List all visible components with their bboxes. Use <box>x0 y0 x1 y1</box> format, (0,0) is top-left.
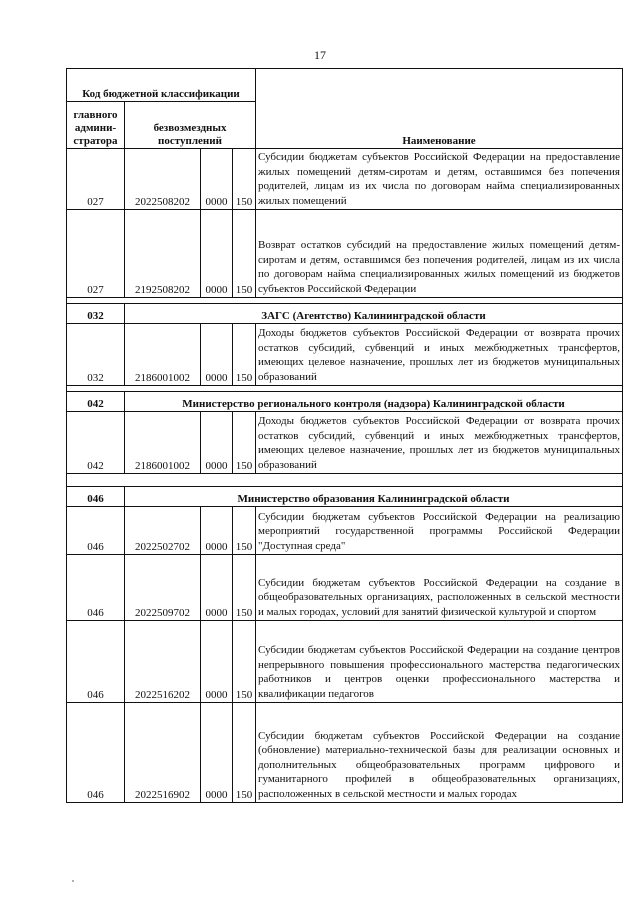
kosgu-code-cell: 150 <box>233 149 256 210</box>
admin-code-cell: 032 <box>67 324 125 386</box>
income-code-cell: 2022509702 <box>125 555 201 621</box>
header-admin-column: главного админи-стратора <box>67 102 125 149</box>
page-number: 17 <box>314 48 326 62</box>
admin-code-cell: 027 <box>67 210 125 298</box>
income-code-cell: 2186001002 <box>125 412 201 474</box>
income-code-cell: 2022502702 <box>125 507 201 555</box>
org-header-row <box>67 304 623 324</box>
income-name-cell: Субсидии бюджетам субъектов Российской Федерации на создание (обновление) материально-технической базы для реализации основных и дополнительных общеобразовательных программ цифрового и гуманитарного профилей в общеобразовательных организациях, расположенных в сельской местности и малых городах <box>256 703 623 803</box>
income-name-cell: Субсидии бюджетам субъектов Российской Федерации на создание в общеобразовательных организациях, расположенных в сельской местности и малых городах, условий для занятий физической культурой и спортом <box>256 555 623 621</box>
kosgu-code-cell: 150 <box>233 555 256 621</box>
table-row <box>67 703 623 803</box>
org-code-cell: 042 <box>67 392 125 412</box>
income-name-cell: Доходы бюджетов субъектов Российской Федерации от возврата прочих остатков субсидий, субвенций и иных межбюджетных трансфертов, имеющих целевое назначение, прошлых лет из бюджетов муниципальных образований <box>256 324 623 386</box>
table-row <box>67 555 623 621</box>
program-code-cell: 0000 <box>201 555 233 621</box>
kosgu-code-cell: 150 <box>233 703 256 803</box>
admin-code-cell: 027 <box>67 149 125 210</box>
program-code-cell: 0000 <box>201 621 233 703</box>
income-name-cell: Субсидии бюджетам субъектов Российской Федерации на реализацию мероприятий государственной программы Российской Федерации "Доступная среда" <box>256 507 623 555</box>
admin-code-cell: 046 <box>67 507 125 555</box>
table-row <box>67 149 623 210</box>
income-code-cell: 2022516202 <box>125 621 201 703</box>
kosgu-code-cell: 150 <box>233 412 256 474</box>
program-code-cell: 0000 <box>201 324 233 386</box>
program-code-cell: 0000 <box>201 412 233 474</box>
section-spacer <box>67 474 623 487</box>
table-row <box>67 324 623 386</box>
org-header-row <box>67 392 623 412</box>
income-code-cell: 2022508202 <box>125 149 201 210</box>
org-title-cell: Министерство регионального контроля (надзора) Калининградской области <box>125 392 623 412</box>
admin-code-cell: 046 <box>67 621 125 703</box>
budget-classification-table <box>66 68 623 803</box>
table-row <box>67 621 623 703</box>
org-code-cell: 032 <box>67 304 125 324</box>
income-code-cell: 2022516902 <box>125 703 201 803</box>
org-header-row <box>67 487 623 507</box>
kosgu-code-cell: 150 <box>233 621 256 703</box>
org-title-cell: ЗАГС (Агентство) Калининградской области <box>125 304 623 324</box>
income-code-cell: 2186001002 <box>125 324 201 386</box>
table-row <box>67 507 623 555</box>
income-name-cell: Возврат остатков субсидий на предоставление жилых помещений детям-сиротам и детям, оставшимся без попечения родителей, лицам из их числа по договорам найма специализированных жилых помещений из бюджетов субъектов Российской Федерации <box>256 210 623 298</box>
income-code-cell: 2192508202 <box>125 210 201 298</box>
income-name-cell: Субсидии бюджетам субъектов Российской Федерации на предоставление жилых помещений детям-сиротам и детям, оставшимся без попечения родителей, лицам из их числа по договорам найма специализированных жилых помещений <box>256 149 623 210</box>
header-name-column: Наименование <box>256 69 623 149</box>
admin-code-cell: 046 <box>67 555 125 621</box>
program-code-cell: 0000 <box>201 149 233 210</box>
program-code-cell: 0000 <box>201 703 233 803</box>
table-row <box>67 210 623 298</box>
kosgu-code-cell: 150 <box>233 324 256 386</box>
program-code-cell: 0000 <box>201 507 233 555</box>
admin-code-cell: 042 <box>67 412 125 474</box>
scan-speck <box>72 880 74 882</box>
kosgu-code-cell: 150 <box>233 507 256 555</box>
income-name-cell: Доходы бюджетов субъектов Российской Федерации от возврата прочих остатков субсидий, субвенций и иных межбюджетных трансфертов, имеющих целевое назначение, прошлых лет из бюджетов муниципальных образований <box>256 412 623 474</box>
kosgu-code-cell: 150 <box>233 210 256 298</box>
admin-code-cell: 046 <box>67 703 125 803</box>
table-row <box>67 412 623 474</box>
org-title-cell: Министерство образования Калининградской области <box>125 487 623 507</box>
income-name-cell: Субсидии бюджетам субъектов Российской Федерации на создание центров непрерывного повышения профессионального мастерства педагогических работников и центров оценки профессионального мастерства и квалификации педагогов <box>256 621 623 703</box>
program-code-cell: 0000 <box>201 210 233 298</box>
org-code-cell: 046 <box>67 487 125 507</box>
header-row-top <box>67 69 623 102</box>
header-code-group: Код бюджетной классификации <box>67 69 256 102</box>
header-income-column: безвозмездных поступлений <box>125 102 256 149</box>
